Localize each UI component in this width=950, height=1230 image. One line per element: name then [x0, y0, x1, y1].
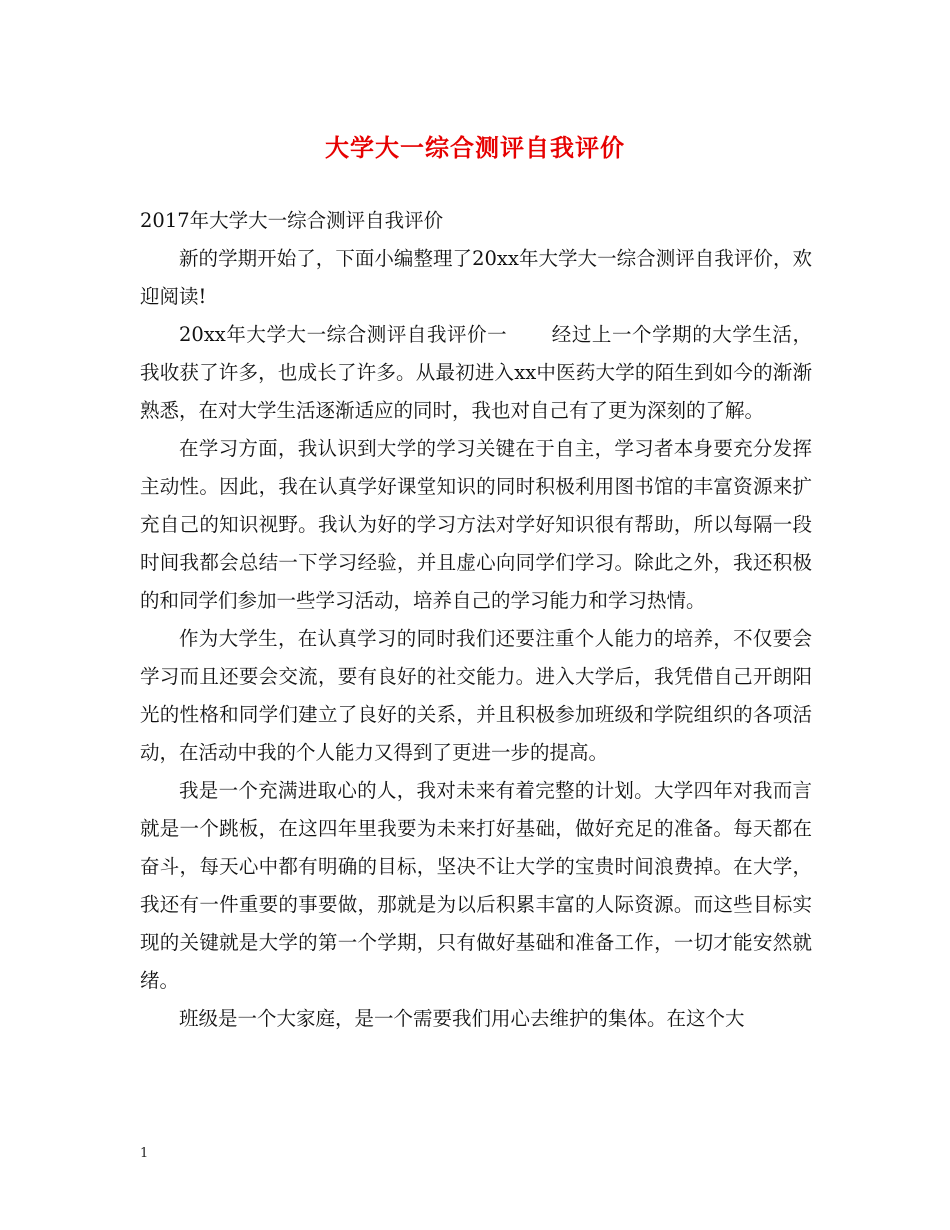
paragraph-class: 班级是一个大家庭，是一个需要我们用心去维护的集体。在这个大	[179, 1007, 745, 1030]
document-title: 大学大一综合测评自我评价	[325, 133, 625, 162]
document-body	[140, 202, 812, 1038]
section-text: 经过上一个学期的大学生活，我收获了许多，也成长了许多。从最初进入xx中医药大学的陌生到如今的渐渐熟悉，在对大学生活逐渐适应的同时，我也对自己有了更为深刻的了解。	[140, 323, 812, 422]
document-subtitle: 2017年大学大一综合测评自我评价	[140, 209, 444, 232]
paragraph-ability: 作为大学生，在认真学习的同时我们还要注重个人能力的培养，不仅要会学习而且还要会交流，要有良好的社交能力。进入大学后，我凭借自己开朗阳光的性格和同学们建立了良好的关系，并且积极参加班级和学院组织的各项活动，在活动中我的个人能力又得到了更进一步的提高。	[140, 627, 812, 764]
section-heading: 20xx年大学大一综合测评自我评价一	[179, 323, 508, 346]
paragraph-section-one	[140, 316, 812, 430]
page-number: 1	[140, 1146, 149, 1161]
paragraph-intro: 新的学期开始了，下面小编整理了20xx年大学大一综合测评自我评价，欢迎阅读!	[140, 247, 812, 308]
paragraph-study: 在学习方面，我认识到大学的学习关键在于自主，学习者本身要充分发挥主动性。因此，我在认真学好课堂知识的同时积极利用图书馆的丰富资源来扩充自己的知识视野。我认为好的学习方法对学好知识很有帮助，所以每隔一段时间我都会总结一下学习经验，并且虚心向同学们学习。除此之外，我还积极的和同学们参加一些学习活动，培养自己的学习能力和学习热情。	[140, 437, 812, 612]
paragraph-plan: 我是一个充满进取心的人，我对未来有着完整的计划。大学四年对我而言就是一个跳板，在这四年里我要为未来打好基础，做好充足的准备。每天都在奋斗，每天心中都有明确的目标，坚决不让大学的宝贵时间浪费掉。在大学，我还有一件重要的事要做，那就是为以后积累丰富的人际资源。而这些目标实现的关键就是大学的第一个学期，只有做好基础和准备工作，一切才能安然就绪。	[140, 779, 812, 992]
